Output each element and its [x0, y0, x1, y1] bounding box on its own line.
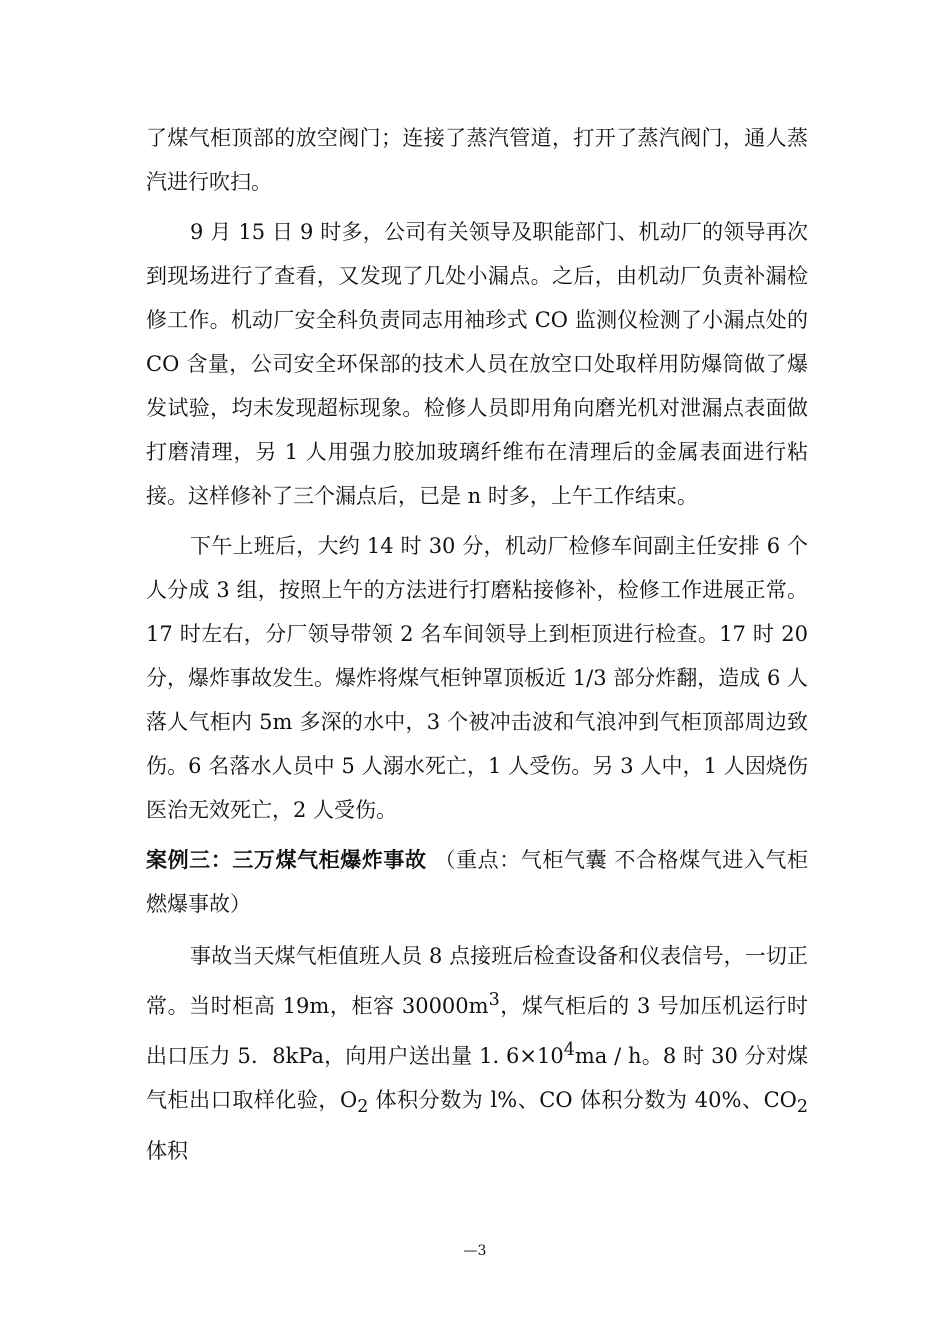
superscript: 4	[563, 1040, 575, 1060]
text-segment: ，煤气柜后的 3 号加压机运行时出口压力 5．8kPa，向用户送出量 1. 6×10	[146, 994, 809, 1068]
case-three-focus-note: （重点：气柜气囊 不合格煤气进入气柜燃爆事故）	[146, 848, 808, 916]
case-three-heading	[146, 838, 808, 926]
subscript: 2	[357, 1097, 369, 1118]
superscript: 3	[488, 990, 500, 1010]
text-segment: 事故当天煤气柜值班人员 8 点接班后检查设备和仪表信号，一切正常。当时柜高 19m，柜容 30000m	[146, 944, 808, 1018]
paragraph-continuation: 了煤气柜顶部的放空阀门；连接了蒸汽管道，打开了蒸汽阀门，通人蒸汽进行吹扫。	[146, 126, 808, 194]
document-body	[146, 116, 808, 1179]
paragraph-accident-day	[146, 934, 808, 1173]
paragraph-sept-15-morning: 9 月 15 日 9 时多，公司有关领导及职能部门、机动厂的领导再次到现场进行了查看，又发现了几处小漏点。之后，由机动厂负责补漏检修工作。机动厂安全科负责同志用袖珍式 CO 监测仪检测了小漏点处的 CO 含量，公司安全环保部的技术人员在放空口处取样用防爆筒做了爆发试验，均未发现超标现象。检修人员即用角向磨光机对泄漏点表面做打磨清理，另 1 人用强力胶加玻璃纤维布在清理后的金属表面进行粘接。这样修补了三个漏点后，已是 n 时多，上午工作结束。	[146, 220, 808, 508]
case-three-title: 案例三：三万煤气柜爆炸事故	[146, 848, 435, 872]
text-segment: 体积分数为 l%、CO 体积分数为 40%、CO	[368, 1088, 797, 1112]
page-number: —3	[463, 1243, 487, 1259]
text-segment: 体积	[146, 1139, 188, 1164]
text-segment: ma / h。8 时 30 分对煤气柜出口取样化验，O	[146, 1044, 808, 1112]
subscript: 2	[796, 1097, 809, 1118]
paragraph-afternoon-explosion: 下午上班后，大约 14 时 30 分，机动厂检修车间副主任安排 6 个人分成 3 组，按照上午的方法进行打磨粘接修补，检修工作进展正常。17 时左右，分厂领导带领 2 名车间领导上到柜顶进行检查。17 时 20 分，爆炸事故发生。爆炸将煤气柜钟罩顶板近 1/3 部分炸翻，造成 6 人落人气柜内 5m 多深的水中，3 个被冲击波和气浪冲到气柜顶部周边致伤。6 名落水人员中 5 人溺水死亡，1 人受伤。另 3 人中，1 人因烧伤医治无效死亡，2 人受伤。	[146, 534, 808, 822]
